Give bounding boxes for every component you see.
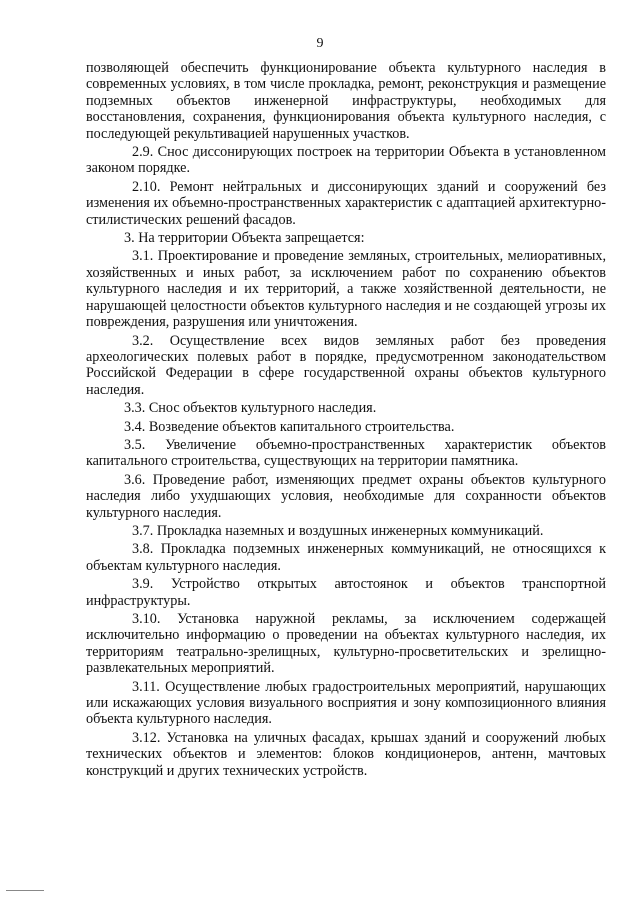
paragraph-3-heading: 3. На территории Объекта запрещается: [124, 230, 365, 247]
paragraph-2-10: 2.10. Ремонт нейтральных и диссонирующих зданий и сооружений без изменения их объемно-пространственных характеристик с адаптацией архитектурно-стилистических решений фасадов. [86, 178, 606, 228]
paragraph-3-2: 3.2. Осуществление всех видов земляных работ без проведения археологических полевых работ в порядке, предусмотренном законодательством Российской Федерации в сфере государственной охраны объектов культурного наследия. [86, 332, 606, 398]
paragraph-3-3: 3.3. Снос объектов культурного наследия. [124, 400, 377, 417]
paragraph-3-8: 3.8. Прокладка подземных инженерных коммуникаций, не относящихся к объектам культурного наследия. [86, 541, 606, 574]
paragraph-2-9: 2.9. Снос диссонирующих построек на территории Объекта в установленном законом порядке. [86, 144, 606, 177]
paragraph-3-1: 3.1. Проектирование и проведение земляных, строительных, мелиоративных, хозяйственных и иных работ, за исключением работ по сохранению объектов культурного наследия и их территорий, а также хозяйственной деятельности, не нарушающей целостности объектов культурного наследия и не создающей угрозы их повреждения, разрушения или уничтожения. [86, 248, 606, 331]
scan-footer-mark [6, 890, 44, 891]
paragraph-3-10: 3.10. Установка наружной рекламы, за исключением содержащей исключительно информацию о проведении на объектах культурного наследия, их территориям театрально-зрелищных, культурно-просветительских и зрелищно-развлекательных мероприятий. [86, 611, 606, 677]
paragraph-3-11: 3.11. Осуществление любых градостроительных мероприятий, нарушающих или искажающих условия визуального восприятия и зону композиционного влияния объекта культурного наследия. [86, 678, 606, 728]
paragraph-continuation: позволяющей обеспечить функционирование объекта культурного наследия в современных условиях, в том числе прокладка, ремонт, реконструкция и размещение подземных объектов инженерной инфраструктуры, необходимых для восстановления, сохранения, функционирования объекта культурного наследия, с последующей рекультивацией нарушенных участков. [86, 60, 606, 142]
paragraph-3-7: 3.7. Прокладка наземных и воздушных инженерных коммуникаций. [132, 522, 544, 539]
paragraph-3-5: 3.5. Увеличение объемно-пространственных характеристик объектов капитального строительства, существующих на территории памятника. [86, 436, 606, 470]
paragraph-3-12: 3.12. Установка на уличных фасадах, крышах зданий и сооружений любых технических объектов и элементов: блоков кондиционеров, антенн, мачтовых конструкций и других технических устройств. [86, 729, 606, 779]
paragraph-3-9: 3.9. Устройство открытых автостоянок и объектов транспортной инфраструктуры. [86, 576, 606, 609]
paragraph-3-4: 3.4. Возведение объектов капитального строительства. [124, 418, 455, 435]
document-body [86, 60, 606, 779]
page-number: 9 [316, 36, 324, 51]
paragraph-3-6: 3.6. Проведение работ, изменяющих предмет охраны объектов культурного наследия либо ухудшающих условия, необходимые для сохранности объектов культурного наследия. [86, 471, 606, 521]
